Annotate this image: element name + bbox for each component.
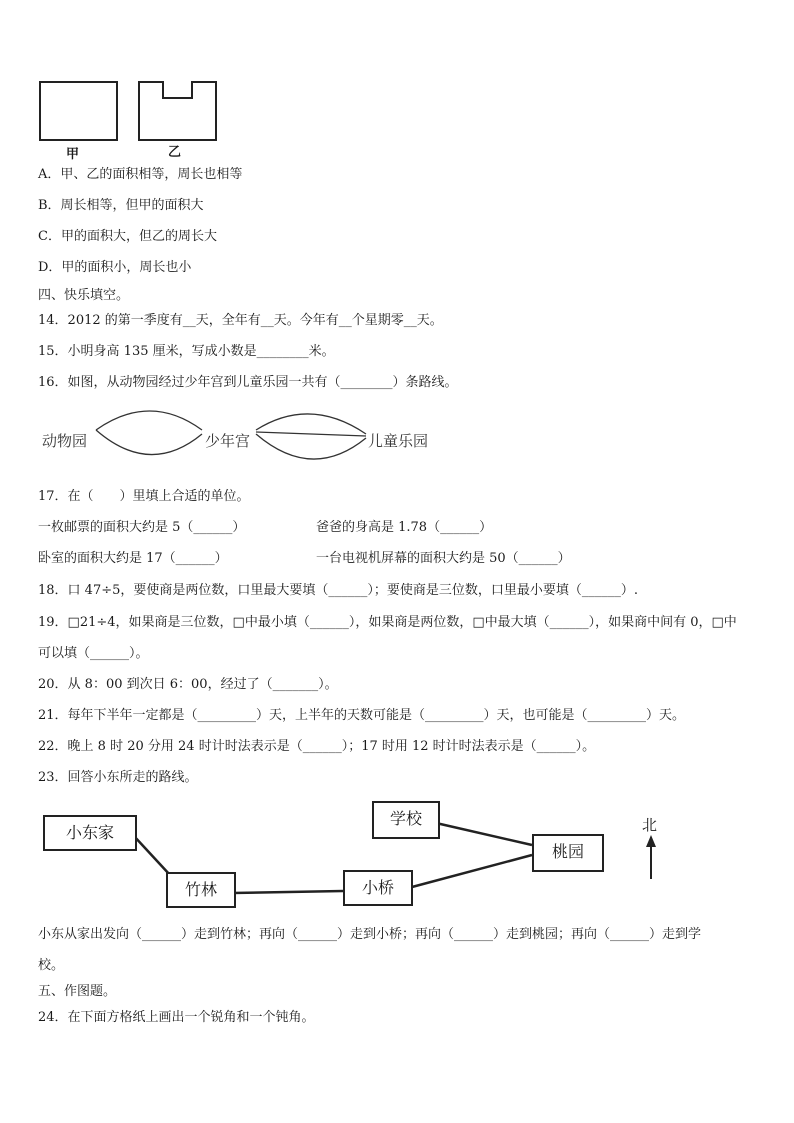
route-arc-lower-2 bbox=[256, 434, 366, 459]
school-box: 学校 bbox=[372, 801, 440, 839]
children-park-label: 儿童乐园 bbox=[368, 432, 429, 450]
option-c: C．甲的面积大，但乙的周长大 bbox=[38, 229, 217, 244]
question-17-b: 爸爸的身高是 1.78（______） bbox=[316, 520, 493, 535]
section-4-title: 四、快乐填空。 bbox=[38, 288, 130, 303]
question-23-answer-line-2: 校。 bbox=[38, 958, 65, 973]
question-17-a: 一枚邮票的面积大约是 5（______） bbox=[38, 520, 246, 535]
shape-yi-label: 乙 bbox=[168, 145, 182, 160]
question-15: 15．小明身高 135 厘米，写成小数是________米。 bbox=[38, 344, 335, 359]
section-5-title: 五、作图题。 bbox=[38, 984, 117, 999]
question-16: 16．如图，从动物园经过少年宫到儿童乐园一共有（________）条路线。 bbox=[38, 375, 458, 390]
bamboo-box: 竹林 bbox=[166, 872, 236, 908]
question-18: 18．口 47÷5，要使商是两位数，口里最大要填（______）；要使商是三位数，口里最小要填（______）. bbox=[38, 583, 639, 598]
question-19-line-2: 可以填（______）。 bbox=[38, 646, 149, 661]
zoo-label: 动物园 bbox=[42, 432, 88, 450]
shape-jia-label: 甲 bbox=[66, 147, 80, 162]
home-box: 小东家 bbox=[43, 815, 137, 851]
option-a: A．甲、乙的面积相等，周长也相等 bbox=[38, 167, 243, 182]
question-17-title: 17．在（ ）里填上合适的单位。 bbox=[38, 489, 250, 504]
route-arc-upper-1 bbox=[96, 411, 202, 430]
route-arc-lower-1 bbox=[96, 430, 202, 455]
peach-garden-box: 桃园 bbox=[532, 834, 604, 872]
shape-yi-notched bbox=[139, 82, 216, 140]
question-24: 24．在下面方格纸上画出一个锐角和一个钝角。 bbox=[38, 1010, 315, 1025]
question-22: 22．晚上 8 时 20 分用 24 时计时法表示是（______）；17 时用 12 时计时法表示是（______）。 bbox=[38, 739, 596, 754]
shape-jia-rectangle bbox=[40, 82, 117, 140]
path-home-bamboo bbox=[133, 835, 170, 875]
option-b: B．周长相等，但甲的面积大 bbox=[38, 198, 204, 213]
question-23-title: 23．回答小东所走的路线。 bbox=[38, 770, 198, 785]
north-label: 北 bbox=[642, 816, 658, 834]
route-arc-upper-2 bbox=[256, 414, 366, 434]
youth-palace-label: 少年宫 bbox=[205, 432, 251, 450]
bridge-box: 小桥 bbox=[343, 870, 413, 906]
path-school-peach bbox=[436, 823, 532, 845]
shapes-figure bbox=[36, 78, 226, 144]
question-19-line-1: 19．□21÷4，如果商是三位数，□中最小填（______），如果商是两位数，□中最大填（______），如果商中间有 0，□中 bbox=[38, 615, 737, 630]
question-23-answer-line-1: 小东从家出发向（______）走到竹林；再向（______）走到小桥；再向（______）走到桃园；再向（______）走到学 bbox=[38, 927, 702, 942]
question-17-c: 卧室的面积大约是 17（______） bbox=[38, 551, 228, 566]
path-bamboo-bridge bbox=[232, 891, 343, 893]
north-arrow-head bbox=[646, 835, 656, 847]
question-14: 14．2012 的第一季度有__天，全年有__天。今年有__个星期零__天。 bbox=[38, 313, 443, 328]
question-21: 21．每年下半年一定都是（_________）天，上半年的天数可能是（_________）天，也可能是（_________）天。 bbox=[38, 708, 686, 723]
question-20: 20．从 8：00 到次日 6：00，经过了（_______）。 bbox=[38, 677, 338, 692]
path-bridge-peach bbox=[412, 855, 532, 887]
question-17-d: 一台电视机屏幕的面积大约是 50（______） bbox=[316, 551, 571, 566]
route-straight-2 bbox=[256, 432, 366, 436]
option-d: D．甲的面积小，周长也小 bbox=[38, 260, 192, 275]
